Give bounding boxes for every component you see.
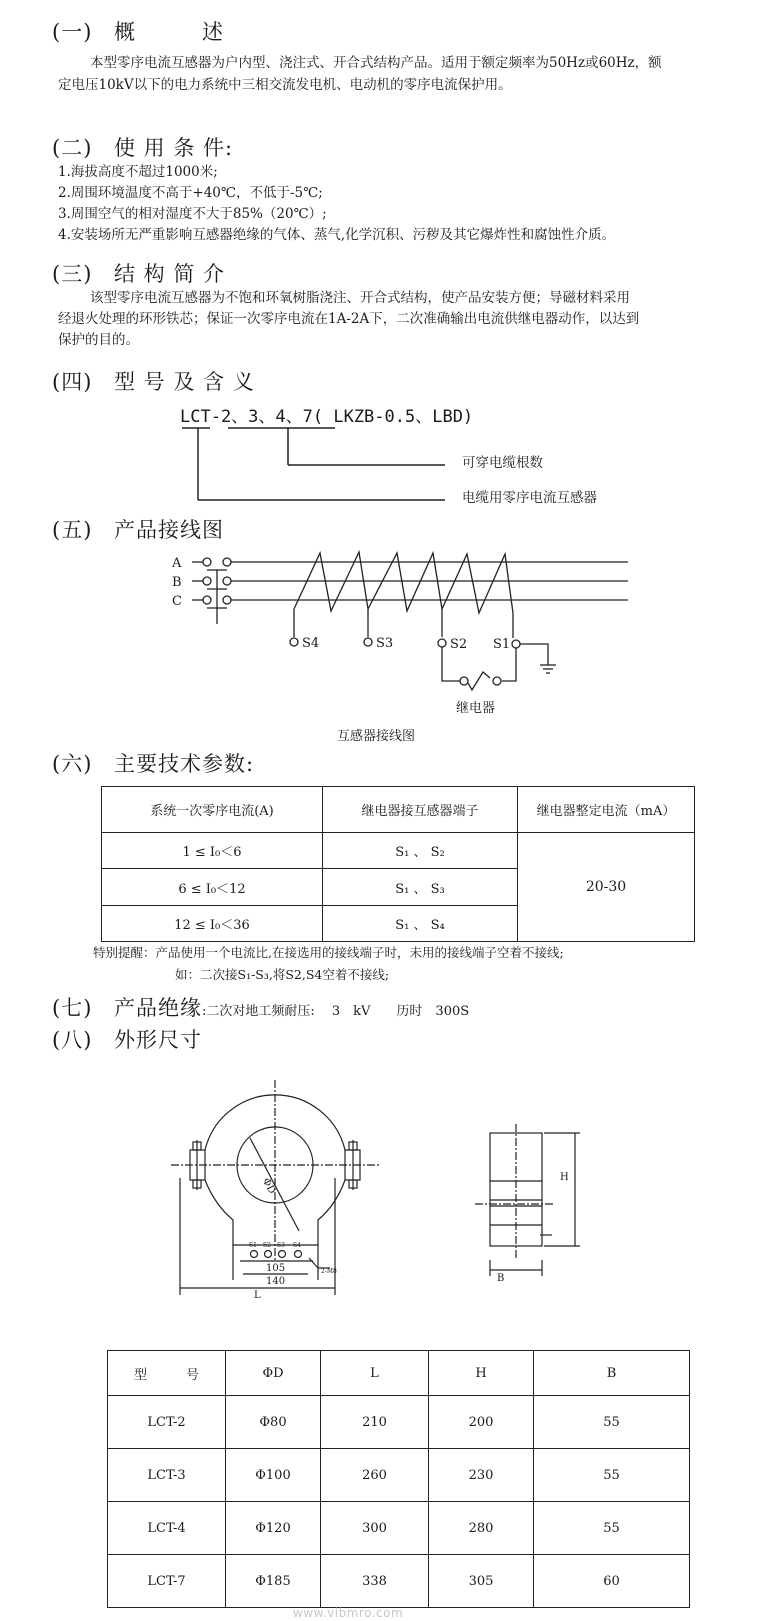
terminal-label-s3: S3 (376, 636, 394, 651)
section-3-line2: 经退火处理的环形铁芯；保证一次零序电流在1A-2A下，二次准确输出电流供继电器动作，以达到 (58, 311, 640, 327)
current-range: 6 ≤ I₀＜12 (102, 869, 323, 906)
special-note-line1: 特别提醒：产品使用一个电流比,在接选用的接线端子时，未用的接线端子空着不接线; (93, 945, 564, 960)
dim-105: 105 (266, 1263, 286, 1274)
label-cable-count: 可穿电缆根数 (462, 455, 543, 471)
relay-terminals: S₁ 、 S₄ (323, 906, 518, 942)
h-cell: 305 (429, 1555, 534, 1608)
model-cell: LCT-3 (108, 1449, 226, 1502)
special-note-line2: 如：二次接S₁-S₃,将S2,S4空着不接线; (175, 967, 390, 982)
phase-label-c: C (172, 594, 182, 609)
section-7-number: (七) (52, 996, 93, 1020)
table-header: L (321, 1351, 429, 1396)
phi-d-cell: Φ80 (226, 1396, 321, 1449)
relay-label: 继电器 (456, 701, 496, 716)
h-cell: 280 (429, 1502, 534, 1555)
section-4-number: (四) (52, 370, 93, 394)
label-transformer-type: 电缆用零序电流互感器 (462, 490, 597, 506)
model-designation: LCT-2、3、4、7( LKZB-0.5、LBD) (180, 407, 474, 427)
relay-setting-current: 20-30 (518, 833, 695, 942)
condition-item: 3.周围空气的相对湿度不大于85%（20℃）; (58, 206, 327, 222)
table-header: ΦD (226, 1351, 321, 1396)
section-1-para-line1: 本型零序电流互感器为户内型、浇注式、开合式结构产品。适用于额定频率为50Hz或60Hz，额 (90, 55, 662, 71)
l-cell: 300 (321, 1502, 429, 1555)
section-3-title: 结 构 简 介 (114, 262, 226, 286)
condition-item: 4.安装场所无严重影响互感器绝缘的气体、蒸气,化学沉积、污秽及其它爆炸性和腐蚀性介质。 (58, 227, 616, 243)
section-2-number: (二) (52, 136, 93, 160)
dim-140: 140 (266, 1276, 286, 1287)
table-header: H (429, 1351, 534, 1396)
b-cell: 55 (534, 1502, 690, 1555)
dim-h: H (560, 1172, 569, 1183)
table-row (108, 1555, 690, 1608)
insulation-detail: :二次对地工频耐压: 3 kV 历时 300S (202, 1004, 470, 1019)
section-8-number: (八) (52, 1028, 93, 1052)
l-cell: 260 (321, 1449, 429, 1502)
section-3-line3: 保护的目的。 (58, 332, 139, 348)
wiring-caption: 互感器接线图 (337, 729, 416, 744)
b-cell: 55 (534, 1449, 690, 1502)
current-range: 12 ≤ I₀＜36 (102, 906, 323, 942)
watermark: www.vibmro.com (293, 1606, 404, 1620)
phase-label-b: B (172, 575, 182, 590)
current-range: 1 ≤ I₀＜6 (102, 833, 323, 869)
terminal-label-s2: S2 (450, 637, 468, 652)
table-header: 继电器接互感器端子 (323, 787, 518, 833)
phi-d-cell: Φ120 (226, 1502, 321, 1555)
section-1-para-line2: 定电压10kV以下的电力系统中三相交流发电机、电动机的零序电流保护用。 (58, 77, 512, 93)
terminal-label-s4: S4 (302, 636, 320, 651)
section-6-title: 主要技术参数: (114, 752, 255, 776)
table-row (108, 1502, 690, 1555)
section-3-number: (三) (52, 262, 93, 286)
phase-label-a: A (172, 556, 182, 571)
hole-label: 2-M8 (321, 1268, 337, 1275)
relay-terminals: S₁ 、 S₃ (323, 869, 518, 906)
phi-d-cell: Φ185 (226, 1555, 321, 1608)
phi-d-cell: Φ100 (226, 1449, 321, 1502)
l-cell: 338 (321, 1555, 429, 1608)
section-5-number: (五) (52, 518, 93, 542)
dim-l: L (254, 1290, 261, 1301)
model-cell: LCT-7 (108, 1555, 226, 1608)
section-7-title: 产品绝缘 (114, 996, 202, 1020)
terminal-tag: S2 (263, 1242, 271, 1249)
section-2-title: 使 用 条 件: (114, 136, 234, 160)
terminal-tag: S4 (293, 1242, 301, 1249)
condition-item: 1.海拔高度不超过1000米; (58, 164, 218, 180)
section-4-title: 型 号 及 含 义 (114, 370, 255, 394)
table-header-row (108, 1351, 690, 1396)
l-cell: 210 (321, 1396, 429, 1449)
phi-d-label: ΦD (259, 1176, 278, 1196)
table-header: 系统一次零序电流(A) (102, 787, 323, 833)
section-1-number: (一) (52, 20, 93, 44)
terminal-tag: S1 (249, 1242, 257, 1249)
table-row (108, 1396, 690, 1449)
section-6-number: (六) (52, 752, 93, 776)
table-header: 型 号 (108, 1351, 226, 1396)
table-row (108, 1449, 690, 1502)
terminal-tag: S3 (277, 1242, 285, 1249)
h-cell: 230 (429, 1449, 534, 1502)
section-8-title: 外形尺寸 (114, 1028, 202, 1052)
section-1-title: 概 述 (114, 20, 224, 44)
model-cell: LCT-2 (108, 1396, 226, 1449)
b-cell: 60 (534, 1555, 690, 1608)
relay-terminals: S₁ 、 S₂ (323, 833, 518, 869)
section-3-line1: 该型零序电流互感器为不饱和环氧树脂浇注、开合式结构，使产品安装方便；导磁材料采用 (90, 290, 630, 306)
table-header: B (534, 1351, 690, 1396)
table-header: 继电器整定电流（mA） (518, 787, 695, 833)
terminal-label-s1: S1 (493, 637, 511, 652)
b-cell: 55 (534, 1396, 690, 1449)
h-cell: 200 (429, 1396, 534, 1449)
model-cell: LCT-4 (108, 1502, 226, 1555)
dimensions-table (107, 1350, 690, 1608)
dim-b: B (497, 1273, 505, 1284)
section-5-title: 产品接线图 (114, 518, 224, 542)
condition-item: 2.周围环境温度不高于+40℃，不低于-5℃; (58, 185, 323, 201)
